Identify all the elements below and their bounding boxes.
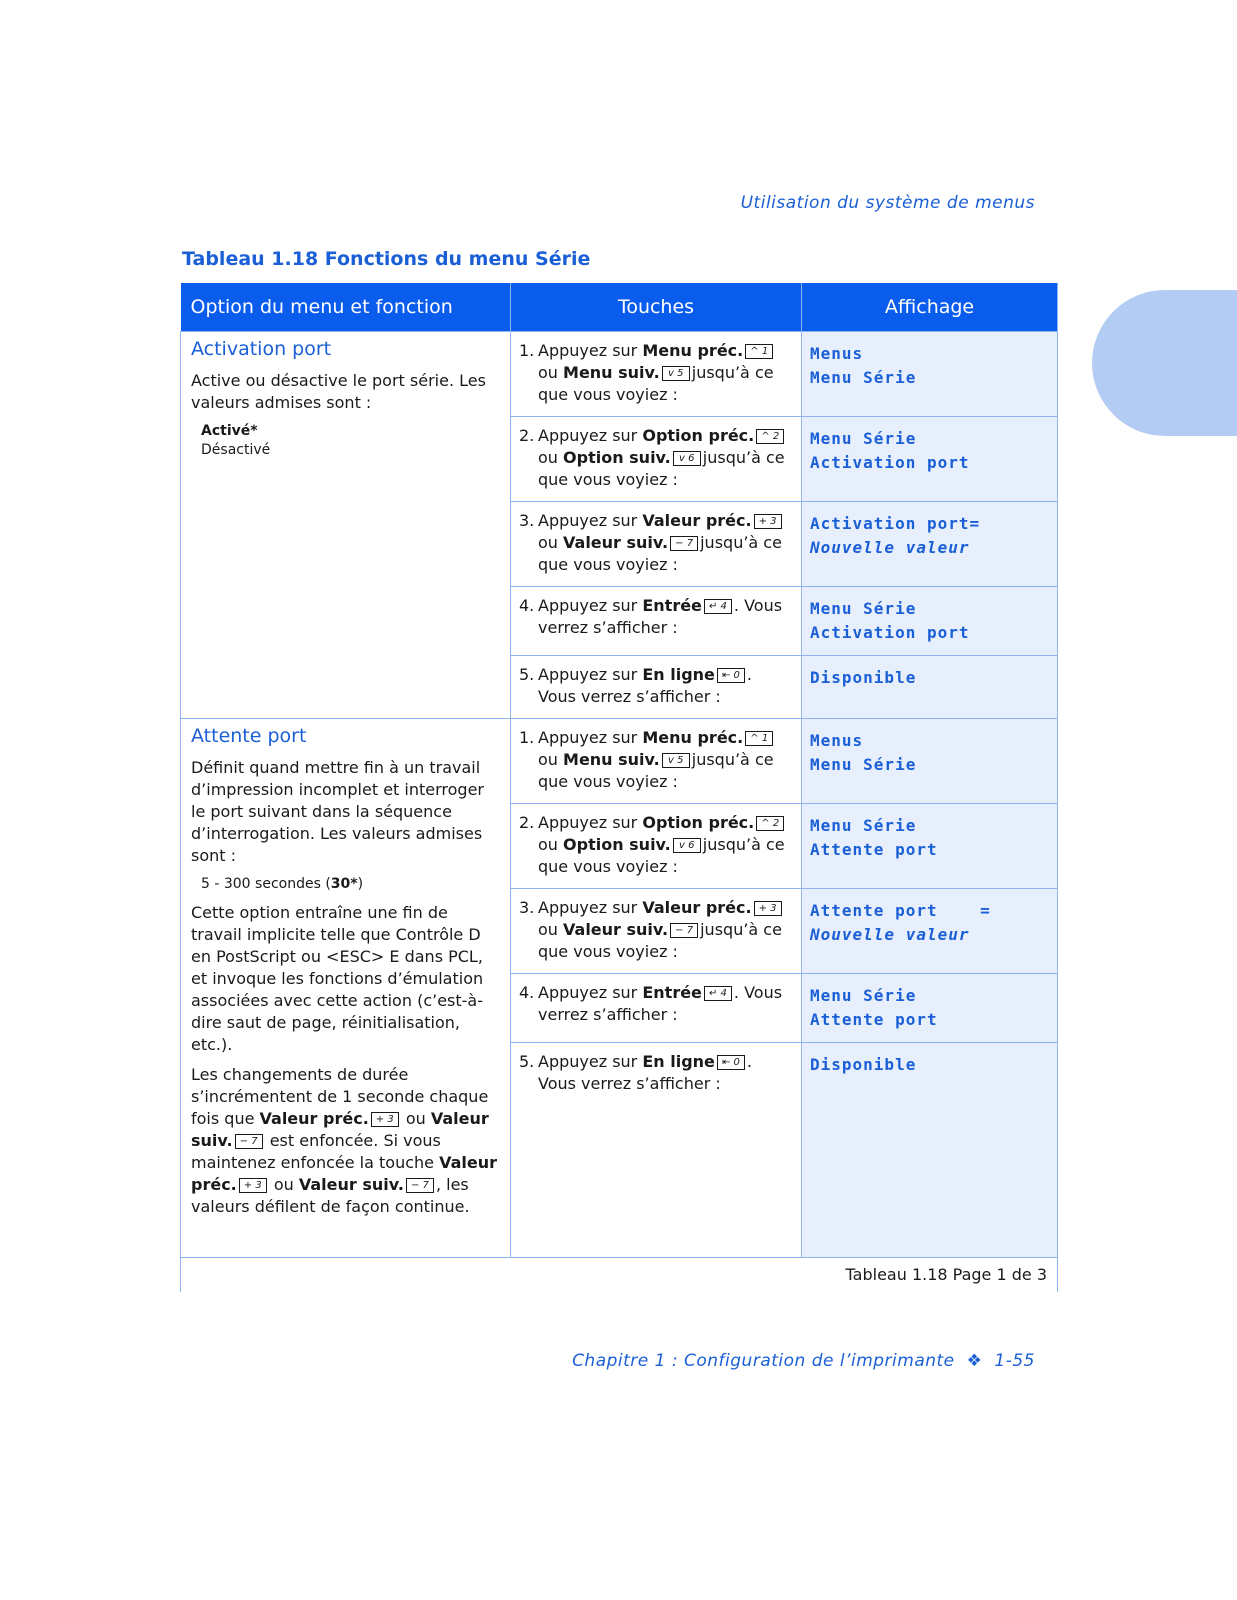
menu-prev-key-icon: ^ 1: [745, 344, 773, 359]
display-cell: [802, 974, 1058, 1043]
step-pre: Appuyez sur: [538, 596, 643, 615]
display-line: Menus: [810, 344, 864, 363]
option-prev-key-icon: ^ 2: [756, 429, 784, 444]
option-title: Attente port: [191, 725, 307, 747]
value-prev-key-icon: + 3: [371, 1112, 399, 1127]
allowed-values: [191, 875, 500, 894]
display-cell: [802, 889, 1058, 974]
step-cell: [511, 656, 802, 719]
menu-prev-key-icon: ^ 1: [745, 731, 773, 746]
key-name: Option préc.: [642, 813, 755, 832]
key-name: Menu préc.: [642, 341, 744, 360]
display-line: Menu Série: [810, 986, 917, 1005]
step-number: 3.: [519, 898, 535, 917]
key-name: Valeur préc.: [191, 1153, 498, 1194]
note-text: est enfoncée. Si vous maintenez enfoncée la touche: [191, 1131, 441, 1172]
key-name: Valeur préc.: [642, 511, 752, 530]
range-text: 5 - 300 secondes (: [201, 876, 331, 892]
display-line: Nouvelle valeur: [810, 925, 970, 944]
display-line: Attente port =: [810, 901, 991, 920]
table-row: [181, 719, 1058, 804]
step-text: [538, 425, 788, 491]
footer-chapter: Chapitre 1 : Configuration de l’imprimante: [572, 1351, 955, 1371]
key-name: Valeur préc.: [259, 1109, 369, 1128]
step-post: jusqu’à ce que vous voyiez :: [538, 835, 785, 876]
step-pre: Appuyez sur: [538, 665, 643, 684]
step-pre: Appuyez sur: [538, 813, 643, 832]
display-line: Menu Série: [810, 368, 917, 387]
step-number: 1.: [519, 728, 535, 747]
key-name: Menu suiv.: [563, 750, 660, 769]
value-next-key-icon: − 7: [670, 923, 698, 938]
note-text: , les valeurs défilent de façon continue.: [191, 1175, 470, 1216]
key-name: Menu préc.: [642, 728, 744, 747]
option-next-key-icon: v 6: [673, 838, 701, 853]
display-line: Menu Série: [810, 755, 917, 774]
option-prev-key-icon: ^ 2: [756, 816, 784, 831]
table-footer-row: [181, 1258, 1058, 1293]
step-text: [538, 510, 788, 576]
display-cell: [802, 656, 1058, 719]
display-line: Nouvelle valeur: [810, 538, 970, 557]
display-cell: [802, 332, 1058, 417]
menu-next-key-icon: v 5: [662, 753, 690, 768]
step-post: jusqu’à ce que vous voyiez :: [538, 363, 774, 404]
column-header-display: Affichage: [802, 283, 1058, 332]
option-title: Activation port: [191, 338, 332, 360]
key-name: Entrée: [642, 596, 702, 615]
step-mid: ou: [538, 750, 564, 769]
key-name: Entrée: [642, 983, 702, 1002]
key-name: Valeur suiv.: [563, 533, 669, 552]
value-prev-key-icon: + 3: [239, 1178, 267, 1193]
step-number: 2.: [519, 813, 535, 832]
value-prev-key-icon: + 3: [754, 514, 782, 529]
step-cell: [511, 1043, 802, 1258]
step-text: [538, 664, 788, 708]
step-post: jusqu’à ce que vous voyiez :: [538, 750, 774, 791]
display-line: Activation port: [810, 453, 970, 472]
step-post: jusqu’à ce que vous voyiez :: [538, 533, 782, 574]
value-next-key-icon: − 7: [235, 1134, 263, 1149]
value-prev-key-icon: + 3: [754, 901, 782, 916]
online-key-icon: ⇤ 0: [717, 668, 745, 683]
step-cell: [511, 889, 802, 974]
chapter-tab-marker: [1092, 290, 1237, 436]
step-mid: ou: [538, 533, 564, 552]
note-text: Les changements de durée s’incrémentent de 1 seconde chaque fois que: [191, 1065, 489, 1128]
display-line: Activation port: [810, 623, 970, 642]
step-post: . Vous verrez s’afficher :: [538, 983, 783, 1024]
display-line: Menu Série: [810, 599, 917, 618]
key-name: Option suiv.: [563, 835, 671, 854]
step-text: [538, 595, 788, 639]
table-header-row: [181, 283, 1058, 332]
display-cell: [802, 587, 1058, 656]
step-text: [538, 727, 788, 793]
display-line: Activation port=: [810, 514, 981, 533]
key-name: Option préc.: [642, 426, 755, 445]
step-cell: [511, 332, 802, 417]
enter-key-icon: ↵ 4: [704, 986, 732, 1001]
key-name: En ligne: [642, 1052, 715, 1071]
default-value: Activé*: [201, 423, 258, 439]
step-mid: ou: [538, 448, 564, 467]
table-row: [181, 332, 1058, 417]
option-increment-note: [191, 1064, 500, 1218]
option-description: Définit quand mettre fin à un travail d’impression incomplet et interroger le port suivant dans la séquence d’interrogation. Les valeurs admises sont :: [191, 758, 484, 865]
option-note: Cette option entraîne une fin de travail implicite telle que Contrôle D en PostScript ou <ESC> E dans PCL, et invoque les fonctions d’émulation associées avec cette action (c’est-à-dire saut de page, réinitialisation, etc.).: [191, 903, 484, 1054]
display-line: Menus: [810, 731, 864, 750]
option-cell-attente-port: [181, 719, 511, 1258]
table-title: Tableau 1.18 Fonctions du menu Série: [182, 248, 591, 270]
display-line: Disponible: [810, 668, 917, 687]
step-pre: Appuyez sur: [538, 426, 643, 445]
step-pre: Appuyez sur: [538, 1052, 643, 1071]
step-post: jusqu’à ce que vous voyiez :: [538, 920, 782, 961]
display-line: Attente port: [810, 840, 938, 859]
step-number: 2.: [519, 426, 535, 445]
step-cell: [511, 417, 802, 502]
page-footer: [572, 1351, 1035, 1371]
step-text: [538, 897, 788, 963]
display-cell: [802, 804, 1058, 889]
note-text: ou: [268, 1175, 299, 1194]
option-next-key-icon: v 6: [673, 451, 701, 466]
step-cell: [511, 974, 802, 1043]
step-post: jusqu’à ce que vous voyiez :: [538, 448, 785, 489]
step-text: [538, 1051, 788, 1095]
running-header: Utilisation du système de menus: [740, 193, 1035, 213]
key-name: En ligne: [642, 665, 715, 684]
display-line: Menu Série: [810, 429, 917, 448]
value-next-key-icon: − 7: [406, 1178, 434, 1193]
step-text: [538, 982, 788, 1026]
menu-functions-table: [180, 283, 1058, 1292]
key-name: Option suiv.: [563, 448, 671, 467]
display-line: Menu Série: [810, 816, 917, 835]
option-cell-activation-port: [181, 332, 511, 719]
display-line: Attente port: [810, 1010, 938, 1029]
step-pre: Appuyez sur: [538, 983, 643, 1002]
footer-page-number: 1-55: [994, 1351, 1035, 1371]
step-cell: [511, 502, 802, 587]
step-number: 5.: [519, 1052, 535, 1071]
option-description: Active ou désactive le port série. Les valeurs admises sont :: [191, 371, 486, 412]
step-mid: ou: [538, 920, 564, 939]
column-header-keys: Touches: [511, 283, 802, 332]
step-post: . Vous verrez s’afficher :: [538, 596, 783, 637]
step-pre: Appuyez sur: [538, 341, 643, 360]
key-name: Valeur suiv.: [191, 1109, 489, 1150]
step-cell: [511, 719, 802, 804]
step-mid: ou: [538, 835, 564, 854]
key-name: Valeur suiv.: [298, 1175, 404, 1194]
step-pre: Appuyez sur: [538, 728, 643, 747]
step-number: 4.: [519, 983, 535, 1002]
step-mid: ou: [538, 363, 564, 382]
step-cell: [511, 804, 802, 889]
other-value: Désactivé: [201, 442, 271, 458]
step-pre: Appuyez sur: [538, 511, 643, 530]
display-line: Disponible: [810, 1055, 917, 1074]
enter-key-icon: ↵ 4: [704, 599, 732, 614]
step-text: [538, 812, 788, 878]
step-number: 3.: [519, 511, 535, 530]
key-name: Valeur préc.: [642, 898, 752, 917]
menu-next-key-icon: v 5: [662, 366, 690, 381]
display-cell: [802, 417, 1058, 502]
note-text: ou: [400, 1109, 431, 1128]
value-next-key-icon: − 7: [670, 536, 698, 551]
column-header-option: Option du menu et fonction: [181, 283, 511, 332]
display-cell: [802, 1043, 1058, 1258]
display-cell: [802, 719, 1058, 804]
online-key-icon: ⇤ 0: [717, 1055, 745, 1070]
step-pre: Appuyez sur: [538, 898, 643, 917]
step-number: 5.: [519, 665, 535, 684]
key-name: Valeur suiv.: [563, 920, 669, 939]
step-post: . Vous verrez s’afficher :: [538, 1052, 752, 1093]
table-footer: Tableau 1.18 Page 1 de 3: [181, 1258, 1058, 1293]
display-cell: [802, 502, 1058, 587]
step-number: 1.: [519, 341, 535, 360]
allowed-values: [191, 422, 500, 460]
footer-separator-icon: ❖: [966, 1351, 983, 1371]
step-post: . Vous verrez s’afficher :: [538, 665, 752, 706]
key-name: Menu suiv.: [563, 363, 660, 382]
step-number: 4.: [519, 596, 535, 615]
range-close: ): [357, 876, 364, 892]
step-cell: [511, 587, 802, 656]
default-value: 30*: [330, 876, 358, 892]
step-text: [538, 340, 788, 406]
